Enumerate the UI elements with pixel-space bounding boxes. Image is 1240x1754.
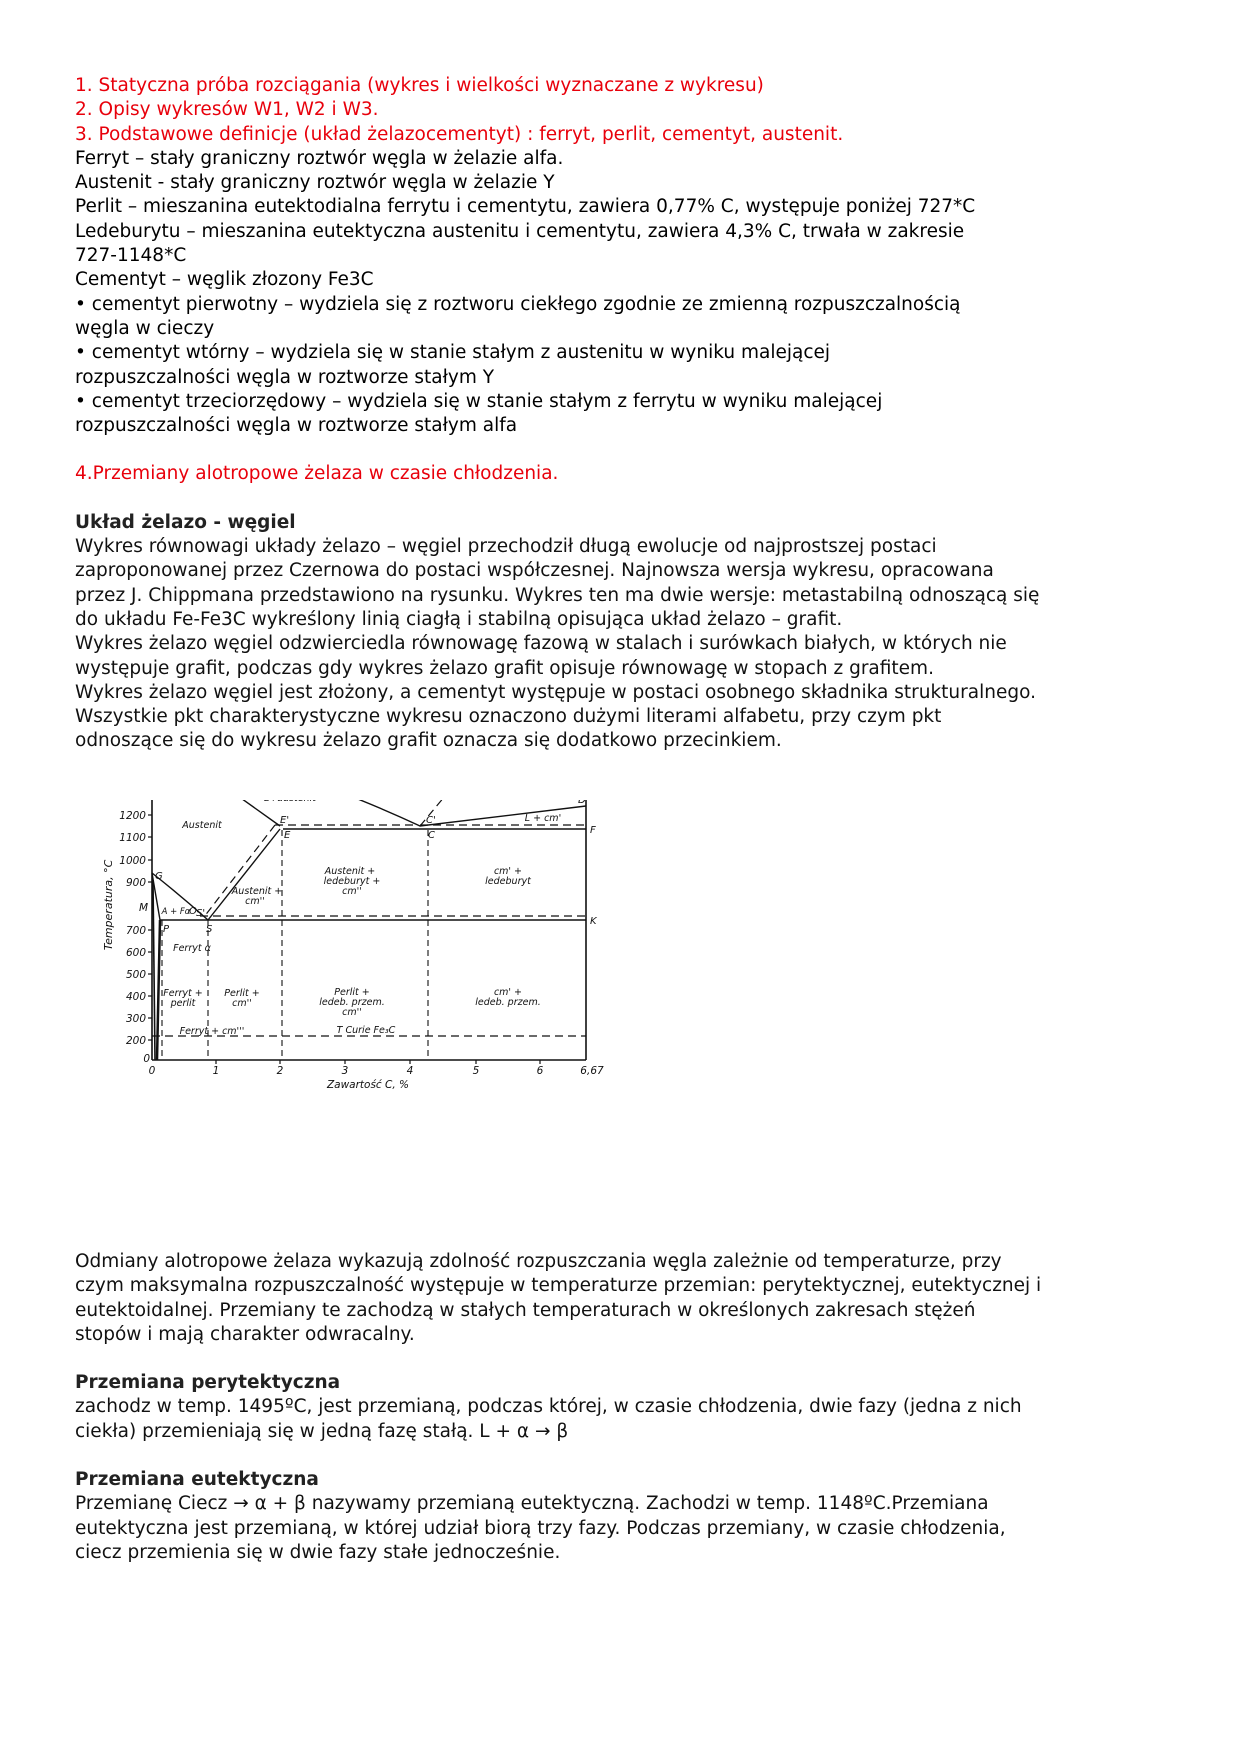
region-austenit-ledeburyt: Austenit + <box>324 866 376 877</box>
region-label-line: perlit <box>170 998 196 1009</box>
uklad-line: do układu Fe-Fe3C wykreślony linią ciagłą i stabilną opisująca układ żelazo – grafit. <box>75 608 843 630</box>
region-label-line: cm'' <box>342 886 362 897</box>
def-austenit: Austenit - stały graniczny roztwór węgla w żelazie Y <box>75 172 555 194</box>
ytick: 0 <box>143 1053 150 1065</box>
perytektyczna-line: zachodz w temp. 1495ºC, jest przemianą, podczas której, w czasie chłodzenia, dwie fazy (jedna z nich <box>75 1396 1022 1418</box>
region-label-line: cm'' <box>232 998 252 1009</box>
def-ledeburyt-cont: 727-1148*C <box>75 245 187 267</box>
xtick: 0 <box>148 1065 156 1077</box>
spacer <box>75 438 1175 462</box>
point-C: C <box>428 830 435 841</box>
point-P: P <box>163 924 170 935</box>
ytick-M: M <box>138 902 148 914</box>
uklad-line: zaproponowanej przez Czernowa do postaci współczesnej. Najnowsza wersja wykresu, opracowana <box>75 560 994 582</box>
bullet-trzeciorzedowy: • cementyt trzeciorzędowy – wydziela się w stanie stałym z ferrytu w wyniku malejącej <box>75 390 883 412</box>
bullet-pierwotny: • cementyt pierwotny – wydziela się z roztworu ciekłego zgodnie ze zmienną rozpuszczalnością <box>75 293 961 315</box>
region-label-line: cm'' <box>245 896 265 907</box>
xtick: 1 <box>212 1065 220 1077</box>
region-perlit-ledeb: Perlit + <box>334 987 370 998</box>
spacer <box>75 1347 1175 1371</box>
uklad-line: Wykres równowagi układy żelazo – węgiel przechodził długą ewolucje od najprostszej postaci <box>75 536 937 558</box>
bullet-wtorny-cont: rozpuszczalności węgla w roztworze stałym Y <box>75 366 495 388</box>
point-O: O <box>189 906 197 917</box>
uklad-title: Układ żelazo - węgiel <box>75 511 296 533</box>
region-ferryt-cm3: Ferryt + cm''' <box>179 1026 245 1037</box>
curie-label: T Curie Fe₃C <box>336 1025 396 1036</box>
uklad-line: Wszystkie pkt charakterystyczne wykresu oznaczono dużymi literami alfabetu, przy czym pkt <box>75 706 942 728</box>
region-austenit: Austenit <box>182 820 222 831</box>
heading-4: 4.Przemiany alotropowe żelaza w czasie chłodzenia. <box>75 463 559 485</box>
phase-diagram-svg <box>100 800 680 1220</box>
region-label-line: ledeburyt <box>485 876 531 887</box>
def-ferryt: Ferryt – stały graniczny roztwór węgla w żelazie alfa. <box>75 147 564 169</box>
region-perlit-cm: Perlit + <box>224 988 260 999</box>
ytick: 700 <box>125 925 146 937</box>
xtick: 3 <box>341 1065 349 1077</box>
uklad-line: Wykres żelazo węgiel odzwierciedla równowagę fazową w stalach i surówkach białych, w których nie <box>75 633 1007 655</box>
point-E: E <box>284 830 291 841</box>
spacer <box>75 487 1175 511</box>
region-cm-ledeb: cm' + <box>493 987 523 998</box>
y-axis-label: Temperatura, °C <box>102 859 115 951</box>
x-axis-label: Zawartość C, % <box>326 1079 410 1091</box>
point-K: K <box>590 916 597 927</box>
region-ferryt-perlit: Ferryt + <box>163 988 203 999</box>
intro-line: eutektoidalnej. Przemiany te zachodzą w stałych temperaturach w określonych zakresach stężeń <box>75 1299 976 1321</box>
intro-line: Odmiany alotropowe żelaza wykazują zdolność rozpuszczania węgla zależnie od temperaturze, przy <box>75 1251 1002 1272</box>
region-cm-ledeburyt: cm' + <box>493 866 523 877</box>
ytick: 600 <box>125 947 146 959</box>
document-top <box>75 74 1175 754</box>
uklad-line: Wykres żelazo węgiel jest złożony, a cementyt występuje w postaci osobnego składnika strukturalnego. <box>75 681 1036 703</box>
region-label-line: ledeburyt + <box>323 876 381 887</box>
ytick: 1100 <box>119 832 146 844</box>
ytick: 200 <box>125 1035 146 1047</box>
ytick: 900 <box>125 877 146 889</box>
spacer <box>75 1444 1175 1468</box>
point-S: S <box>206 924 213 935</box>
heading-2: 2. Opisy wykresów W1, W2 i W3. <box>75 99 379 121</box>
uklad-line: odnoszące się do wykresu żelazo grafit oznacza się dodatkowo przecinkiem. <box>75 730 782 752</box>
ytick: 400 <box>125 991 146 1003</box>
xtick: 2 <box>276 1065 284 1077</box>
fe-c-phase-diagram <box>100 800 680 1220</box>
bullet-pierwotny-cont: węgla w cieczy <box>75 317 215 339</box>
region-austenit-cm: Austenit + <box>231 886 283 897</box>
ytick: 500 <box>125 969 146 981</box>
eutektyczna-title: Przemiana eutektyczna <box>75 1469 319 1491</box>
eutektyczna-line: eutektyczna jest przemianą, w której udział biorą trzy fazy. Podczas przemiany, w czasie chłodzenia, <box>75 1517 1006 1539</box>
point-C-prime: C' <box>426 815 436 826</box>
region-label-line: ledeb. przem. <box>319 997 385 1008</box>
intro-line: stopów i mają charakter odwracalny. <box>75 1323 415 1345</box>
bullet-trzeciorzedowy-cont: rozpuszczalności węgla w roztworze stałym alfa <box>75 415 518 437</box>
intro-line: czym maksymalna rozpuszczalność występuje w temperaturze przemian: perytektycznej, eutektycznej i <box>75 1275 1042 1297</box>
eutektyczna-line: Przemianę Ciecz → α + β nazywamy przemianą eutektyczną. Zachodzi w temp. 1148ºC.Przemiana <box>75 1493 989 1515</box>
ytick: 1000 <box>119 855 146 867</box>
uklad-line: przez J. Chippmana przedstawiono na rysunku. Wykres ten ma dwie wersje: metastabilną odnoszącą się <box>75 584 1040 606</box>
def-cementyt: Cementyt – węglik złozony Fe3C <box>75 269 374 291</box>
region-L-cm: L + cm' <box>524 813 562 824</box>
eutektyczna-line: ciecz przemienia się w dwie fazy stałe jednocześnie. <box>75 1541 561 1563</box>
point-S-prime: S' <box>196 908 206 919</box>
xtick: 5 <box>472 1065 480 1077</box>
document-bottom <box>75 1250 1175 1565</box>
ytick: 300 <box>125 1013 146 1025</box>
region-label-line: cm'' <box>342 1007 362 1018</box>
point-G: G <box>155 871 163 882</box>
perytektyczna-line: ciekła) przemieniają się w jedną fazę stałą. L + α → β <box>75 1420 569 1442</box>
point-F: F <box>590 825 596 836</box>
uklad-line: występuje grafit, podczas gdy wykres żelazo grafit opisuje równowagę w stopach z grafitem. <box>75 657 934 679</box>
ytick: 1200 <box>119 810 146 822</box>
xtick: 6,67 <box>580 1065 604 1077</box>
point-E-prime: E' <box>280 815 290 826</box>
region-ferryt-a: Ferryt α <box>173 943 211 954</box>
bullet-wtorny: • cementyt wtórny – wydziela się w stanie stałym z austenitu w wyniku malejącej <box>75 342 831 364</box>
region-label-line: ledeb. przem. <box>475 997 541 1008</box>
region-A-Fa: A + Fα <box>161 907 191 917</box>
xtick: 6 <box>536 1065 544 1077</box>
def-perlit: Perlit – mieszanina eutektodialna ferrytu i cementytu, zawiera 0,77% C, występuje poniżej 727*C <box>75 196 976 218</box>
heading-3: 3. Podstawowe definicje (układ żelazocementyt) : ferryt, perlit, cementyt, austenit. <box>75 123 844 145</box>
xtick: 4 <box>406 1065 414 1077</box>
ytick <box>119 800 146 801</box>
heading-1: 1. Statyczna próba rozciągania (wykres i wielkości wyznaczane z wykresu) <box>75 75 764 96</box>
def-ledeburyt: Ledeburytu – mieszanina eutektyczna austenitu i cementytu, zawiera 4,3% C, trwała w zakresie <box>75 220 965 242</box>
region-L-austenit <box>264 800 317 804</box>
perytektyczna-title: Przemiana perytektyczna <box>75 1372 341 1394</box>
point-D: D <box>578 800 586 806</box>
